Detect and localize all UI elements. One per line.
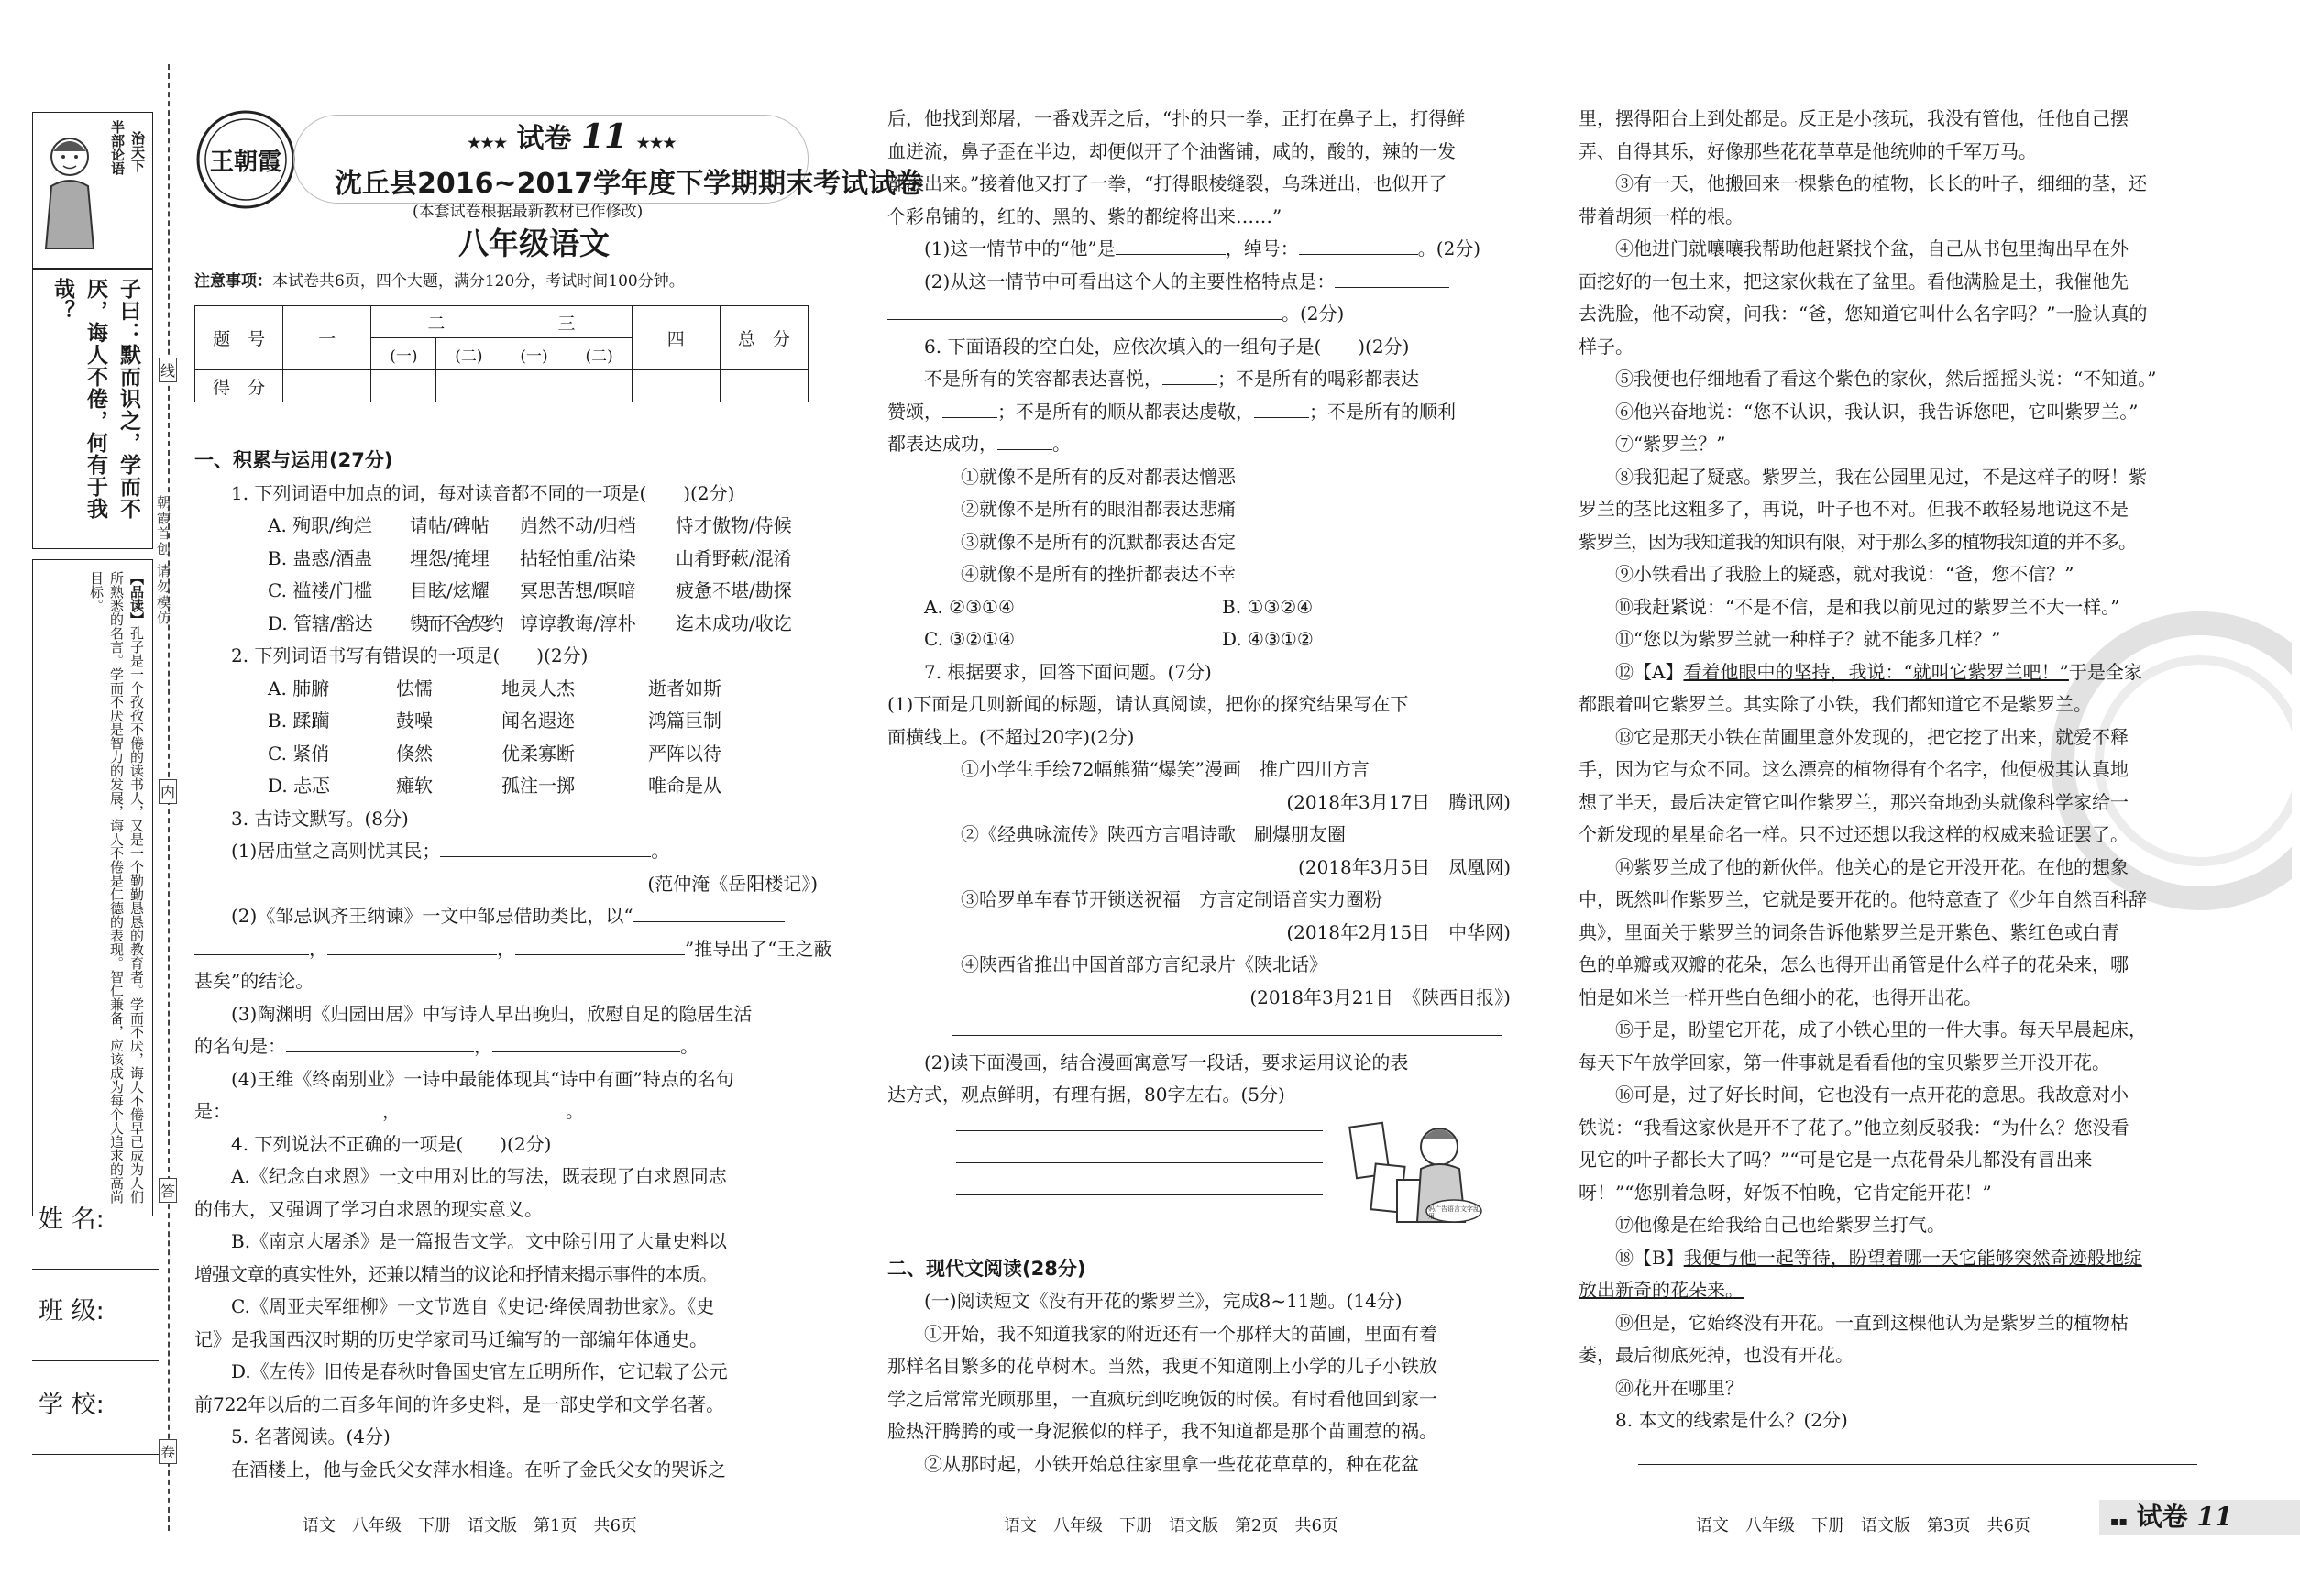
q2-option-c [194, 738, 818, 771]
score-cell[interactable] [501, 370, 567, 402]
th-zongfen: 总 分 [720, 306, 808, 370]
q4-c1: C.《周亚夫军细柳》一文节选自《史记·绛侯周勃世家》。《史 [231, 1295, 715, 1317]
passage-line: ⑩我赶紧说：“不是不信，是和我以前见过的紫罗兰不大一样。” [1615, 595, 2120, 618]
brand-char: 治 [129, 131, 146, 145]
opt-cell: 谆谆教诲/淳朴 [520, 611, 636, 634]
q5-2-text: (2)从这一情节中可看出这个人的主要性格特点是： [924, 270, 1336, 292]
th-yi: 一 [283, 306, 371, 370]
q4-a1: A.《纪念白求恩》一文中用对比的写法，既表现了白求恩同志 [231, 1165, 727, 1187]
reading-1-stem: (一)阅读短文《没有开花的紫罗兰》，完成8~11题。(14分) [924, 1290, 1403, 1312]
passage-line: 都跟着叫它紫罗兰。其实除了小铁，我们都知道它不是紫罗兰。 [1579, 693, 2092, 715]
star-icon: ★★★ [468, 134, 508, 151]
q1-option-b [194, 543, 818, 576]
q3-4a: (4)王维《终南别业》一诗中最能体现其“诗中有画”特点的名句 [231, 1067, 734, 1090]
badge-no: 11 [2196, 1502, 2233, 1532]
column-2 [887, 103, 1511, 1480]
passage-line: 典》，里面关于紫罗兰的词条告诉他紫罗兰是开紫色、紫红色或白青 [1579, 920, 2119, 943]
brand-char: 语 [109, 161, 126, 175]
q5-2-end [887, 298, 1511, 331]
passage-line [1579, 1242, 2202, 1275]
marker-b: ⑱【B】 [1615, 1246, 1684, 1269]
opt-cell: 拈轻怕重/沾染 [520, 546, 636, 569]
opt-cell: 逝者如斯 [648, 677, 721, 699]
answer-blank[interactable] [401, 1096, 566, 1117]
passage-line: 面挖好的一包土来，把这家伙栽在了盆里。看他满脸是土，我催他先 [1579, 270, 2129, 292]
q7-1a: (1)下面是几则新闻的标题，请认真阅读，把你的探究结果写在下 [887, 693, 1409, 715]
exam-title: 沈丘县2016~2017学年度下学期期末考试试卷 [335, 168, 924, 200]
news-1: ①小学生手绘72幅熊猫“爆笑”漫画 推广四川方言 [961, 758, 1370, 780]
passage-line: ⑯可是，过了好长时间，它也没有一点开花的意思。我故意对小 [1615, 1084, 2129, 1106]
brand-box [32, 112, 153, 270]
passage-line [1579, 1274, 2202, 1307]
answer-blank[interactable] [492, 1031, 680, 1052]
left-strip [0, 64, 171, 1558]
th-sub: (二) [436, 338, 501, 370]
td-defen: 得 分 [195, 370, 283, 402]
q7-2b: 达方式，观点鲜明，有理有据，80字左右。(5分) [887, 1084, 1285, 1106]
q2-option-b [194, 705, 818, 738]
passage-line: 血迸流，鼻子歪在半边，却便似开了个油酱铺，咸的，酸的，辣的一发 [887, 139, 1456, 162]
passage-line: ④他进门就嚷嚷我帮助他赶紧找个盆，自己从书包里掏出早在外 [1615, 237, 2129, 259]
quote-text: 子曰：默而识之，学而不厌，诲人不倦，何有于我哉？ [50, 278, 140, 520]
news-2: ②《经典咏流传》陕西方言唱诗歌 刷爆朋友圈 [961, 823, 1346, 845]
th-san: 三 [501, 306, 632, 338]
score-cell[interactable] [567, 370, 632, 402]
q6-choices-cd [887, 623, 1511, 656]
q5-1-text: ，绰号： [1225, 237, 1299, 259]
th-sub: (一) [371, 338, 436, 370]
news-3-source: (2018年2月15日 中华网) [1286, 920, 1511, 943]
q6-text: 赞颂， [887, 400, 942, 423]
opt-cell: 鸿篇巨制 [648, 710, 721, 732]
school-field[interactable] [32, 1452, 159, 1455]
q7-stem: 7. 根据要求，回答下面问题。(7分) [924, 660, 1212, 683]
opt-cell: B. 蹂躏 [268, 710, 330, 732]
news-4-source: (2018年3月21日 《陕西日报》) [1249, 985, 1511, 1008]
opt-cell: 锲而不舍/契约 [410, 611, 501, 634]
q7-2-answer-area [887, 1112, 1511, 1249]
opt-cell: A. 肺腑 [268, 677, 330, 699]
q6-para [887, 428, 1511, 461]
brand-char: 论 [109, 148, 126, 161]
answer-blank[interactable] [952, 1015, 1502, 1036]
passage-line: 罗兰的茎比这粗多了，再说，叶子也不对。但我不敢轻易地说这不是 [1579, 498, 2129, 520]
passage-line: 弄、自得其乐，好像那些花花草草是他统帅的千军万马。 [1579, 139, 2037, 162]
opt-cell: 岿然不动/归档 [520, 514, 636, 536]
th-er: 二 [371, 306, 501, 338]
passage-line: 中，既然叫作紫罗兰，它就是要开花的。他特意查了《少年自然百科辞 [1579, 888, 2147, 910]
answer-blank[interactable] [887, 299, 1282, 320]
opt-cell: D. 忐忑 [268, 775, 331, 797]
badge-dots-icon: ▪▪ [2110, 1514, 2128, 1529]
column-3 [1579, 103, 2202, 1475]
school-label: 学 校: [39, 1391, 105, 1419]
passage-line: ⑦“紫罗兰？” [1615, 433, 1726, 455]
brand-small-text-2 [128, 131, 147, 259]
passage-line: 样子。 [1579, 335, 1634, 358]
q5-1-text: 。(2分) [1417, 237, 1481, 259]
passage-line: 那样名目繁多的花草树木。当然，我更不知道刚上小学的儿子小铁放 [887, 1355, 1437, 1377]
answer-blank[interactable] [942, 397, 997, 418]
passage-line: 里，摆得阳台上到处都是。反正是小孩玩，我没有管他，任他自己摆 [1579, 107, 2129, 129]
notice-label: 注意事项： [194, 272, 272, 291]
choice: B. ①③②④ [1222, 595, 1314, 618]
score-cell[interactable] [436, 370, 501, 402]
cartoon-image [1346, 1112, 1483, 1240]
answer-line[interactable] [956, 1130, 1323, 1131]
underlined-sentence-b: 我便与他一起等待，盼望着哪一天它能够突然奇迹般地绽 [1683, 1246, 2142, 1269]
badge-prefix: 试卷 [2136, 1502, 2188, 1532]
cut-label: 卷 [159, 1439, 177, 1464]
passage-line: 都滚出来。”接着他又打了一拳，“打得眼棱缝裂，乌珠迸出，也似开了 [887, 172, 1447, 194]
answer-blank[interactable] [1116, 234, 1226, 255]
q8-answer [1579, 1443, 2202, 1476]
passage-line: 见它的叶子都长大了吗？”“可是它是一点花骨朵儿都没有冒出来 [1579, 1149, 2093, 1171]
answer-line[interactable] [956, 1194, 1323, 1195]
choice: A. ②③①④ [924, 595, 1015, 618]
answer-blank[interactable] [997, 429, 1052, 450]
score-table [194, 305, 809, 402]
opt-cell: 唯命是从 [648, 775, 721, 797]
passage-line: 个彩帛铺的，红的、黑的、紫的都绽将出来……” [887, 204, 1282, 227]
opt-cell: 孤注一掷 [501, 775, 575, 797]
q5-1 [887, 233, 1511, 266]
answer-blank[interactable] [231, 1096, 382, 1117]
q5-2-end-text: 。(2分) [1282, 303, 1345, 325]
opt-cell: 山肴野蔌/混淆 [676, 546, 792, 569]
passage-text: 于是全家 [2068, 660, 2142, 683]
opt-cell: B. 蛊惑/酒蛊 [268, 546, 373, 569]
score-cell[interactable] [720, 370, 808, 402]
q3-2b: ， ， ”推导出了“王之蔽 [194, 933, 818, 966]
q2-option-a [194, 673, 818, 706]
passage-line: 后，他找到郑屠，一番戏弄之后，“扑的只一拳，正打在鼻子上，打得鲜 [887, 107, 1466, 129]
q6-option: ①就像不是所有的反对都表达憎恶 [961, 465, 1236, 488]
answer-line[interactable] [956, 1162, 1323, 1163]
q3-3b: 的名句是： ， 。 [194, 1030, 818, 1063]
q6-text: ；不是所有的顺利 [1309, 400, 1456, 423]
q7-2a: (2)读下面漫画，结合漫画寓意写一段话，要求运用议论的表 [924, 1051, 1409, 1073]
passage-line: ⑧我犯起了疑惑。紫罗兰，我在公园里见过，不是这样子的呀！紫 [1615, 465, 2147, 488]
answer-blank[interactable] [633, 901, 785, 922]
opt-cell: 地灵人杰 [501, 677, 575, 699]
passage-line: ⑥他兴奋地说：“您不认识，我认识，我告诉您吧，它叫紫罗兰。” [1615, 400, 2139, 423]
passage-line: ⑰他像是在给我给自己也给紫罗兰打气。 [1615, 1214, 1945, 1236]
th-si: 四 [632, 306, 720, 370]
passage-line: 怕是如米兰一样开些白色细小的花，也得开出花。 [1579, 985, 1982, 1008]
notice [194, 268, 685, 291]
pindu-text [86, 571, 147, 1204]
passage-line: ⑪“您以为紫罗兰就一种样子？就不能多几样？” [1615, 628, 2001, 650]
q6-text: ；不是所有的喝彩都表达 [1217, 368, 1419, 390]
section-1-heading: 一、积累与运用(27分) [194, 449, 393, 471]
answer-blank[interactable] [1335, 267, 1449, 288]
underlined-sentence-a: 看着他眼中的坚持，我说：“就叫它紫罗兰吧！” [1683, 660, 2069, 683]
q5-stem: 5. 名著阅读。(4分) [231, 1425, 391, 1447]
name-label: 姓 名: [39, 1205, 105, 1234]
q1-option-d [194, 608, 818, 641]
subject-title: 八年级语文 [458, 226, 610, 261]
cartoon-figure [39, 129, 101, 258]
q3-4b-text: 是： [194, 1100, 231, 1122]
q5-1-text: (1)这一情节中的“他”是 [924, 237, 1116, 259]
news-1-source: (2018年3月17日 腾讯网) [1286, 790, 1511, 813]
passage-line: 学之后常常光顾那里，一直疯玩到吃晚饭的时候。有时看他回到家一 [887, 1387, 1437, 1410]
q6-para [887, 396, 1511, 429]
passage-line: ⑮于是，盼望它开花，成了小铁心里的一件大事。每天早晨起床， [1615, 1018, 2147, 1040]
score-cell[interactable] [283, 370, 371, 402]
opt-cell: C. 褴褛/门槛 [268, 579, 373, 601]
passage-line [1579, 656, 2202, 689]
score-cell[interactable] [371, 370, 436, 402]
q7-1b: 面横线上。(不超过20字)(2分) [887, 725, 1135, 748]
answer-blank[interactable] [1254, 397, 1309, 418]
q6-para [887, 363, 1511, 396]
passage-line: 手，因为它与众不同。这么漂亮的植物得有个名字，他便极其认真地 [1579, 758, 2129, 780]
answer-blank[interactable] [1299, 234, 1418, 255]
quote-box [32, 268, 153, 549]
pindu-box [32, 559, 153, 1216]
q6-option: ③就像不是所有的沉默都表达否定 [961, 530, 1236, 553]
page-footer-1: 语文 八年级 下册 语文版 第1页 共6页 [303, 1516, 637, 1535]
passage-line: 呀！”“您别着急呀，好饭不怕晚，它肯定能开花！” [1579, 1181, 1992, 1204]
q6-text: 不是所有的笑容都表达喜悦， [924, 368, 1162, 390]
passage-line: 铁说：“我看这家伙是开不了花了。”他立刻反驳我：“为什么？您没看 [1579, 1116, 2129, 1139]
q1-stem: 1. 下列词语中加点的词，每对读音都不同的一项是( )(2分) [231, 481, 735, 504]
passage-line: 带着胡须一样的根。 [1579, 204, 1744, 227]
opt-cell: 恃才傲物/侍候 [676, 514, 792, 536]
opt-cell: D. 管辖/豁达 [268, 611, 373, 634]
passage-line: 脸热汗腾腾的或一身泥猴似的样子，我不知道都是那个苗圃惹的祸。 [887, 1420, 1437, 1442]
brand-char: 部 [109, 134, 126, 148]
passage-line: ①开始，我不知道我家的附近还有一个那样大的苗圃，里面有着 [924, 1322, 1437, 1345]
exam-no: 11 [580, 117, 628, 156]
q3-2b-text: ”推导出了“王之蔽 [685, 937, 832, 960]
q3-4b: 是： ， 。 [194, 1095, 818, 1128]
class-field[interactable] [32, 1359, 159, 1361]
marker-a: ⑫【A】 [1615, 660, 1684, 683]
answer-blank[interactable] [1638, 1444, 2197, 1465]
th-sub: (二) [567, 338, 632, 370]
underlined-sentence-b-end: 放出新奇的花朵来。 [1579, 1279, 1744, 1301]
exam-subtitle: (本套试卷根据最新教材已作修改) [413, 203, 644, 221]
q2-option-d [194, 770, 818, 803]
passage-line: 紫罗兰，因为我知道我的知识有限，对于那么多的植物我知道的并不多。 [1579, 530, 2136, 553]
answer-blank[interactable] [194, 934, 309, 955]
notice-text: 本试卷共6页，四个大题，满分120分，考试时间100分钟。 [272, 272, 685, 291]
column-1 [194, 445, 832, 1486]
passage-line: 色的单瓣或双瓣的花朵，怎么也得开出甬管是什么样子的花朵来，哪 [1579, 953, 2129, 975]
passage-line: 萎，最后彻底死掉，也没有开花。 [1579, 1344, 1854, 1366]
exam-number [468, 116, 677, 156]
q4-a2: 的伟大，又强调了学习白求恩的现实意义。 [194, 1197, 543, 1220]
q3-2a: (2)《邹忌讽齐王纳谏》一文中邹忌借助类比，以“ [194, 900, 818, 933]
opt-cell: 瘫软 [396, 775, 433, 797]
q1-option-c [194, 575, 818, 608]
passage-line: ⑬它是那天小铁在苗圃里意外发现的，把它挖了出来，就爱不释 [1615, 725, 2129, 748]
opt-cell: 怯懦 [396, 677, 433, 699]
q3-3b-text: 的名句是： [194, 1035, 286, 1057]
brand-char: 下 [129, 159, 146, 172]
q3-2c: 甚矣”的结论。 [194, 970, 314, 992]
side-credit: 朝霞首创 请勿模仿 [155, 495, 171, 626]
pindu-label: 【品读】 [128, 571, 145, 626]
name-field[interactable] [32, 1267, 159, 1270]
q7-1-answer [887, 1014, 1511, 1047]
page-footer-3: 语文 八年级 下册 语文版 第3页 共6页 [1696, 1516, 2030, 1535]
q3-1-text: (1)居庙堂之高则忧其民； [231, 840, 441, 862]
pindu-body: 孔子是一个孜孜不倦的读书人，又是一个勤勤恳恳的教育者。学而不厌，诲人不倦早已成为人们所熟悉的名言。学而不厌是智力的发展，诲人不倦是仁德的表现。智仁兼备，应该成为每个人追求的高尚目标。 [88, 571, 145, 1204]
passage-line: ③有一天，他搬回来一棵紫色的植物，长长的叶子，细细的茎，还 [1615, 172, 2147, 194]
cartoon-caption: 妈广告语言文字乱用 [1428, 1205, 1480, 1220]
passage-line: ⑲但是，它始终没有开花。一直到这棵他认为是紫罗兰的植物枯 [1615, 1311, 2129, 1334]
passage-line: ⑳花开在哪里？ [1615, 1376, 1744, 1399]
q3-1-source: (范仲淹《岳阳楼记》) [647, 872, 818, 895]
q6-text: 都表达成功， [887, 433, 997, 455]
q5-text: 在酒楼上，他与金氏父女萍水相逢。在听了金氏父女的哭诉之 [231, 1458, 726, 1480]
logo [194, 108, 297, 211]
opt-cell: 迄未成功/收讫 [676, 611, 792, 634]
q6-option: ②就像不是所有的眼泪都表达悲痛 [961, 498, 1236, 520]
passage-line: ⑭紫罗兰成了他的新伙伴。他关心的是它开没开花。在他的想象 [1615, 855, 2129, 878]
q6-option: ④就像不是所有的挫折都表达不幸 [961, 563, 1236, 585]
answer-blank[interactable] [327, 934, 497, 955]
opt-cell: 倏然 [396, 742, 433, 765]
cut-label: 答 [159, 1178, 177, 1203]
page-badge [2099, 1500, 2300, 1535]
exam-no-prefix: 试卷 [516, 123, 572, 155]
news-2-source: (2018年3月5日 凤凰网) [1298, 855, 1511, 878]
cut-label: 内 [159, 779, 177, 804]
news-3: ③哈罗单车春节开锁送祝福 方言定制语音实力圈粉 [961, 888, 1382, 910]
passage-line: 想了半天，最后决定管它叫作紫罗兰，那兴奋地劲头就像科学家给一 [1579, 790, 2129, 813]
passage-line: 去洗脸，他不动窝，问我：“爸，您知道它叫什么名字吗？”一脸认真的 [1579, 303, 2148, 325]
brand-small-text [108, 120, 127, 267]
opt-cell: 优柔寡断 [501, 742, 575, 765]
q3-3a: (3)陶渊明《归园田居》中写诗人早出晚归，欣慰自足的隐居生活 [231, 1002, 753, 1025]
news-4: ④陕西省推出中国首部方言纪录片《陕北话》 [961, 953, 1327, 975]
cut-label: 线 [159, 358, 177, 382]
q5-2 [887, 266, 1511, 299]
logo-text: 王朝霞 [209, 149, 281, 176]
q8-stem: 8. 本文的线索是什么？(2分) [1615, 1409, 1848, 1431]
answer-blank[interactable] [286, 1031, 474, 1052]
star-icon: ★★★ [636, 134, 677, 151]
brand-char: 天 [129, 145, 146, 159]
section-2-heading: 二、现代文阅读(28分) [887, 1257, 1086, 1280]
q4-c2: 记》是我国西汉时期的历史学家司马迁编写的一部编年体通史。 [194, 1327, 708, 1350]
opt-cell: 请帖/碑帖 [410, 514, 490, 536]
q6-stem: 6. 下面语段的空白处，应依次填入的一组句子是( )(2分) [924, 335, 1410, 358]
opt-cell: 冥思苦想/暝暗 [520, 579, 636, 601]
q6-choices-ab [887, 591, 1511, 624]
q4-stem: 4. 下列说法不正确的一项是( )(2分) [231, 1132, 552, 1155]
opt-cell: 闻名遐迩 [501, 710, 575, 732]
answer-blank[interactable] [515, 934, 685, 955]
answer-blank[interactable] [440, 836, 651, 857]
score-cell[interactable] [632, 370, 720, 402]
q4-d2: 前722年以后的二百多年间的许多史料，是一部史学和文学名著。 [194, 1392, 725, 1415]
q6-text: ；不是所有的顺从都表达虔敬， [997, 400, 1254, 423]
q6-text: 。 [1052, 433, 1071, 455]
page-footer-2: 语文 八年级 下册 语文版 第2页 共6页 [1004, 1516, 1338, 1535]
choice: D. ④③①② [1222, 628, 1314, 650]
passage-line: ⑤我便也仔细地看了看这个紫色的家伙，然后摇摇头说：“不知道。” [1615, 368, 2157, 390]
opt-cell: 埋怨/掩埋 [410, 546, 490, 569]
q4-b2: 增强文章的真实性外，还兼以精当的议论和抒情来揭示事件的本质。 [194, 1262, 717, 1285]
opt-cell: 严阵以待 [648, 742, 721, 765]
th-tihao: 题 号 [195, 306, 283, 370]
q4-d1: D.《左传》旧传是春秋时鲁国史官左丘明所作，它记载了公元 [231, 1360, 728, 1382]
brand-char: 半 [109, 120, 126, 134]
opt-cell: 目眩/炫耀 [410, 579, 490, 601]
passage-line: 个新发现的星星命名一样。只不过还想以我这样的权威来验证罢了。 [1579, 823, 2129, 845]
opt-cell: 疲惫不堪/勘探 [676, 579, 792, 601]
opt-cell: 鼓噪 [396, 710, 433, 732]
q3-stem: 3. 古诗文默写。(8分) [231, 807, 409, 830]
q3-1: (1)居庙堂之高则忧其民； 。 [194, 835, 818, 868]
th-sub: (一) [501, 338, 567, 370]
class-label: 班 级: [39, 1297, 105, 1326]
q2-stem: 2. 下列词语书写有错误的一项是( )(2分) [231, 644, 589, 666]
passage-line: ⑨小铁看出了我脸上的疑惑，就对我说：“爸，您不信？” [1615, 563, 2074, 585]
q4-b1: B.《南京大屠杀》是一篇报告文学。文中除引用了大量史料以 [231, 1230, 728, 1252]
answer-blank[interactable] [1162, 364, 1217, 385]
choice: C. ③②①④ [924, 628, 1016, 650]
passage-line: 每天下午放学回家，第一件事就是看看他的宝贝紫罗兰开没开花。 [1579, 1051, 2110, 1073]
opt-cell: C. 紧俏 [268, 742, 330, 765]
q1-option-a [194, 510, 818, 543]
passage-line: ②从那时起，小铁开始总往家里拿一些花花草草的，种在花盆 [924, 1452, 1419, 1475]
opt-cell: A. 殉职/绚烂 [268, 514, 372, 536]
